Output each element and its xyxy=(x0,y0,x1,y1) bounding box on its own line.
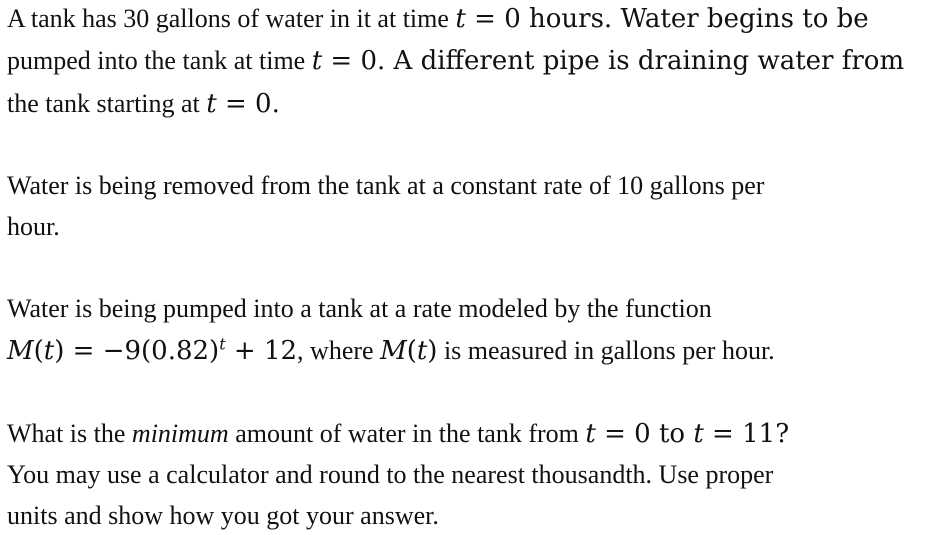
math-paren: ( xyxy=(33,336,44,366)
math-exponent: t xyxy=(219,334,226,354)
paragraph-2-line-1 xyxy=(7,170,764,202)
text-run: units and show how you got your answer. xyxy=(7,501,439,530)
text-run: Water is being removed from the tank at a constant rate of 10 gallons per xyxy=(7,171,765,200)
math-variable: t xyxy=(693,419,704,449)
math-variable: t xyxy=(416,336,428,366)
math-expression: + 12 xyxy=(225,336,298,366)
paragraph-4-line-2 xyxy=(7,459,773,491)
text-run: A tank has 30 gallons of water in it at time xyxy=(7,4,456,33)
text-run: What is the xyxy=(7,419,132,448)
math-function-name: M xyxy=(380,336,407,366)
text-run: is measured in gallons per hour. xyxy=(437,336,775,365)
text-run: the tank starting at xyxy=(7,89,207,118)
emphasis-text: minimum xyxy=(131,419,229,448)
math-paren: ) xyxy=(427,336,438,366)
text-run: Water is being pumped into a tank at a rate modeled by the function xyxy=(7,294,712,323)
text-run: You may use a calculator and round to the nearest thousandth. Use proper xyxy=(7,460,774,489)
text-run: hour. xyxy=(7,212,60,241)
paragraph-1-line-1 xyxy=(7,3,869,35)
math-expression: ) = −9(0.82) xyxy=(54,336,220,366)
text-run: = 0. xyxy=(216,89,280,119)
math-function-name: M xyxy=(7,336,34,366)
text-run: , where xyxy=(297,336,381,365)
math-variable: t xyxy=(311,46,323,76)
text-run: pumped into the tank at time xyxy=(7,46,312,75)
paragraph-3-line-1 xyxy=(7,293,712,325)
paragraph-1-line-2 xyxy=(7,45,904,77)
paragraph-4-line-1 xyxy=(7,418,789,450)
math-paren: ( xyxy=(406,336,417,366)
paragraph-3-line-2 xyxy=(7,335,775,367)
math-variable: t xyxy=(206,89,217,119)
math-variable: t xyxy=(43,336,55,366)
paragraph-4-line-3 xyxy=(7,500,439,532)
text-run: amount of water in the tank from xyxy=(228,419,586,448)
math-variable: t xyxy=(585,419,596,449)
math-variable: t xyxy=(455,4,466,34)
paragraph-2-line-2 xyxy=(7,211,60,243)
text-run: = 0. A different pipe is draining water from xyxy=(322,46,905,76)
paragraph-1-line-3 xyxy=(7,88,280,120)
text-run: = 0 to xyxy=(595,419,694,449)
text-run: = 0 hours. Water begins to be xyxy=(465,4,869,34)
text-run: = 11? xyxy=(703,419,790,449)
